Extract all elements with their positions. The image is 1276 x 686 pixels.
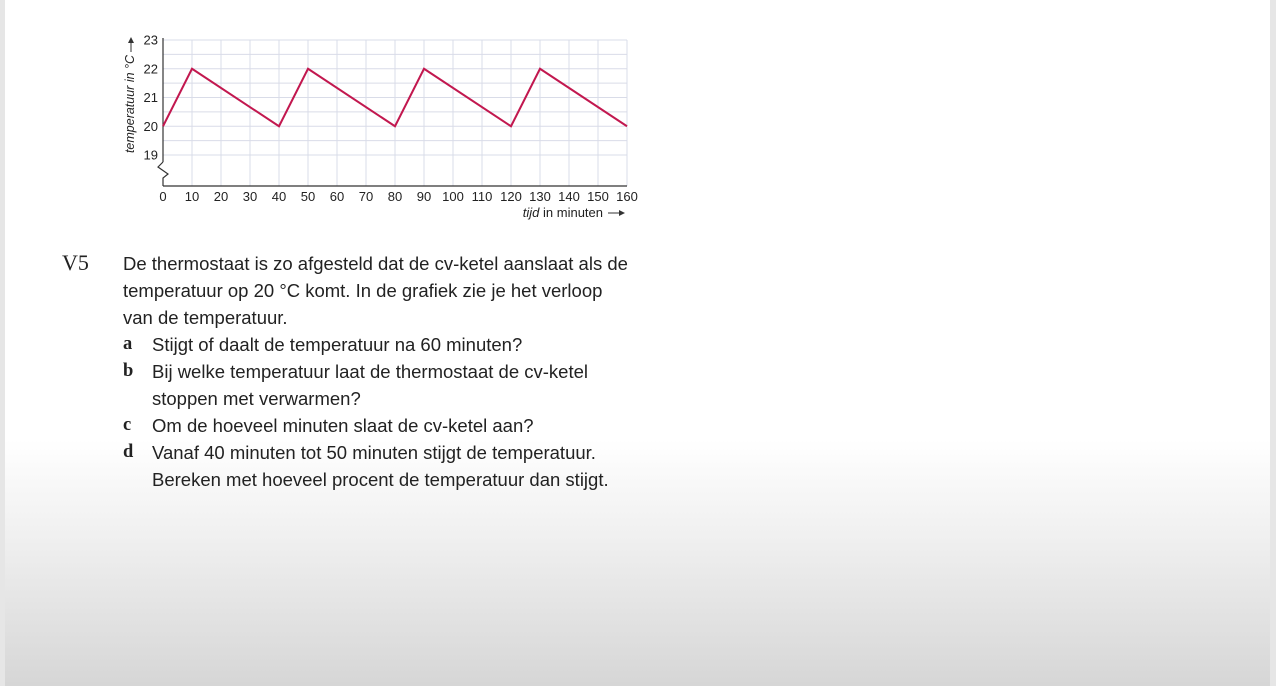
- x-tick-label: 120: [500, 189, 522, 204]
- question-b: [123, 358, 683, 412]
- y-tick-label: 20: [143, 118, 158, 134]
- x-tick-label: 140: [558, 189, 580, 204]
- y-axis-label-arrowhead: [128, 37, 134, 43]
- question-d: [123, 439, 683, 493]
- question-list: [123, 331, 683, 493]
- x-tick-label: 110: [471, 189, 493, 204]
- x-tick-label: 100: [442, 189, 464, 204]
- x-tick-label: 150: [587, 189, 609, 204]
- x-tick-label: 90: [416, 189, 432, 204]
- exercise-number: V5: [62, 250, 89, 275]
- question-text: [152, 358, 683, 412]
- x-tick-label: 160: [616, 189, 638, 204]
- question-c: [123, 412, 683, 439]
- intro-line: temperatuur op 20 °C komt. In de grafiek zie je het verloop: [123, 280, 603, 301]
- question-a: [123, 331, 683, 358]
- y-tick-label: 23: [143, 32, 158, 48]
- x-tick-label: 10: [184, 189, 200, 204]
- question-letter: a: [123, 334, 133, 354]
- question-letter: c: [123, 415, 132, 435]
- question-line: Bij welke temperatuur laat de thermostaat de cv-ketel: [152, 361, 588, 382]
- intro-line: van de temperatuur.: [123, 307, 288, 328]
- left-edge-shade: [0, 0, 5, 686]
- x-tick-label: 80: [387, 189, 403, 204]
- question-letter: d: [123, 442, 134, 462]
- y-tick-label: 22: [143, 61, 158, 77]
- question-text: [152, 412, 683, 439]
- y-axis-break: [158, 162, 168, 186]
- question-line: stoppen met verwarmen?: [152, 388, 361, 409]
- question-line: Bereken met hoeveel procent de temperatuur dan stijgt.: [152, 469, 609, 490]
- x-tick-label: 50: [300, 189, 316, 204]
- x-tick-label: 60: [329, 189, 345, 204]
- x-tick-label: 70: [358, 189, 374, 204]
- x-axis-label: [523, 205, 603, 220]
- y-tick-label: 21: [143, 90, 158, 105]
- question-text: [152, 439, 683, 493]
- right-edge-shade: [1270, 0, 1276, 686]
- x-tick-label: 20: [213, 189, 229, 204]
- x-tick-label: 130: [529, 189, 551, 204]
- x-tick-label: 30: [242, 189, 258, 204]
- x-axis-label-rest: in minuten: [539, 205, 603, 220]
- y-tick-label: 19: [143, 147, 158, 163]
- temperature-chart: [110, 28, 650, 228]
- x-tick-label: 40: [271, 189, 287, 204]
- x-axis-label-italic: tijd: [522, 205, 540, 220]
- question-line: Vanaf 40 minuten tot 50 minuten stijgt de temperatuur.: [152, 442, 596, 463]
- intro-line: De thermostaat is zo afgesteld dat de cv-ketel aanslaat als de: [123, 253, 628, 274]
- question-line: Stijgt of daalt de temperatuur na 60 minuten?: [152, 334, 523, 355]
- question-text: [152, 331, 683, 358]
- question-line: Om de hoeveel minuten slaat de cv-ketel aan?: [152, 415, 534, 436]
- exercise-intro: [123, 250, 683, 331]
- y-axis-label: temperatuur in °C: [123, 54, 137, 154]
- question-letter: b: [123, 361, 134, 381]
- x-axis-label-arrowhead: [619, 210, 625, 216]
- x-tick-label: 0: [159, 189, 167, 204]
